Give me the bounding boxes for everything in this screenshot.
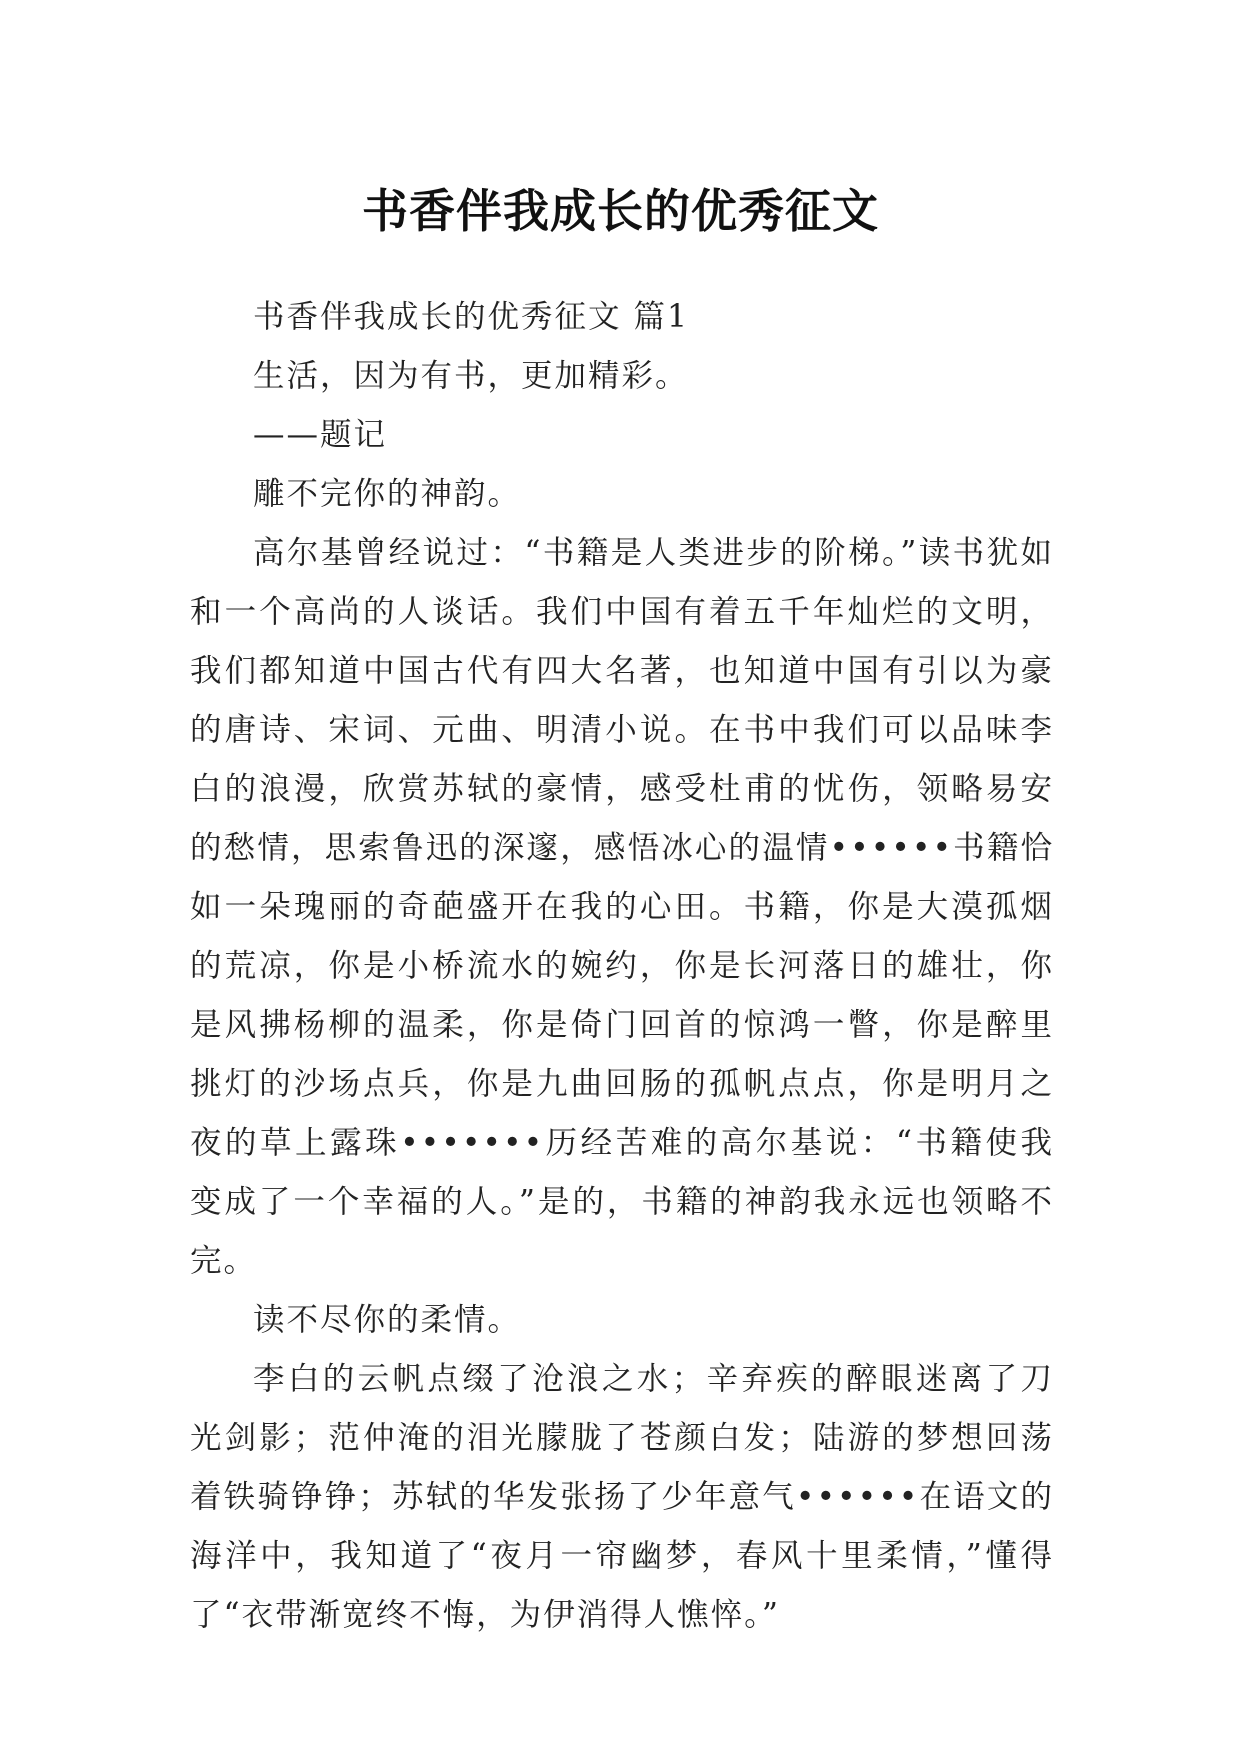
epigraph: 生活，因为有书，更加精彩。 xyxy=(253,358,689,394)
subheading-paragraph: 读不尽你的柔情。 xyxy=(253,1302,522,1338)
subheading-paragraph: 雕不完你的神韵。 xyxy=(253,476,522,512)
document-title: 书香伴我成长的优秀征文 xyxy=(362,183,879,238)
document-body xyxy=(190,288,1054,1645)
body-paragraph: 李白的云帆点缀了沧浪之水；辛弃疾的醉眼迷离了刀光剑影；范仲淹的泪光朦胧了苍颜白发；陆游的梦想回荡着铁骑铮铮；苏轼的华发张扬了少年意气••••••在语文的海洋中，我知道了“夜月一帘幽梦，春风十里柔情，”懂得了“衣带渐宽终不悔，为伊消得人憔悴。” xyxy=(190,1361,1054,1633)
epigraph-attribution: ——题记 xyxy=(253,417,388,453)
section-heading: 书香伴我成长的优秀征文 篇1 xyxy=(253,299,690,335)
body-paragraph: 高尔基曾经说过：“书籍是人类进步的阶梯。”读书犹如和一个高尚的人谈话。我们中国有着五千年灿烂的文明，我们都知道中国古代有四大名著，也知道中国有引以为豪的唐诗、宋词、元曲、明清小说。在书中我们可以品味李白的浪漫，欣赏苏轼的豪情，感受杜甫的忧伤，领略易安的愁情，思索鲁迅的深邃，感悟冰心的温情••••••书籍恰如一朵瑰丽的奇葩盛开在我的心田。书籍，你是大漠孤烟的荒凉，你是小桥流水的婉约，你是长河落日的雄壮，你是风拂杨柳的温柔，你是倚门回首的惊鸿一瞥，你是醉里挑灯的沙场点兵，你是九曲回肠的孤帆点点，你是明月之夜的草上露珠•••••••历经苦难的高尔基说：“书籍使我变成了一个幸福的人。”是的，书籍的神韵我永远也领略不完。 xyxy=(190,535,1054,1279)
